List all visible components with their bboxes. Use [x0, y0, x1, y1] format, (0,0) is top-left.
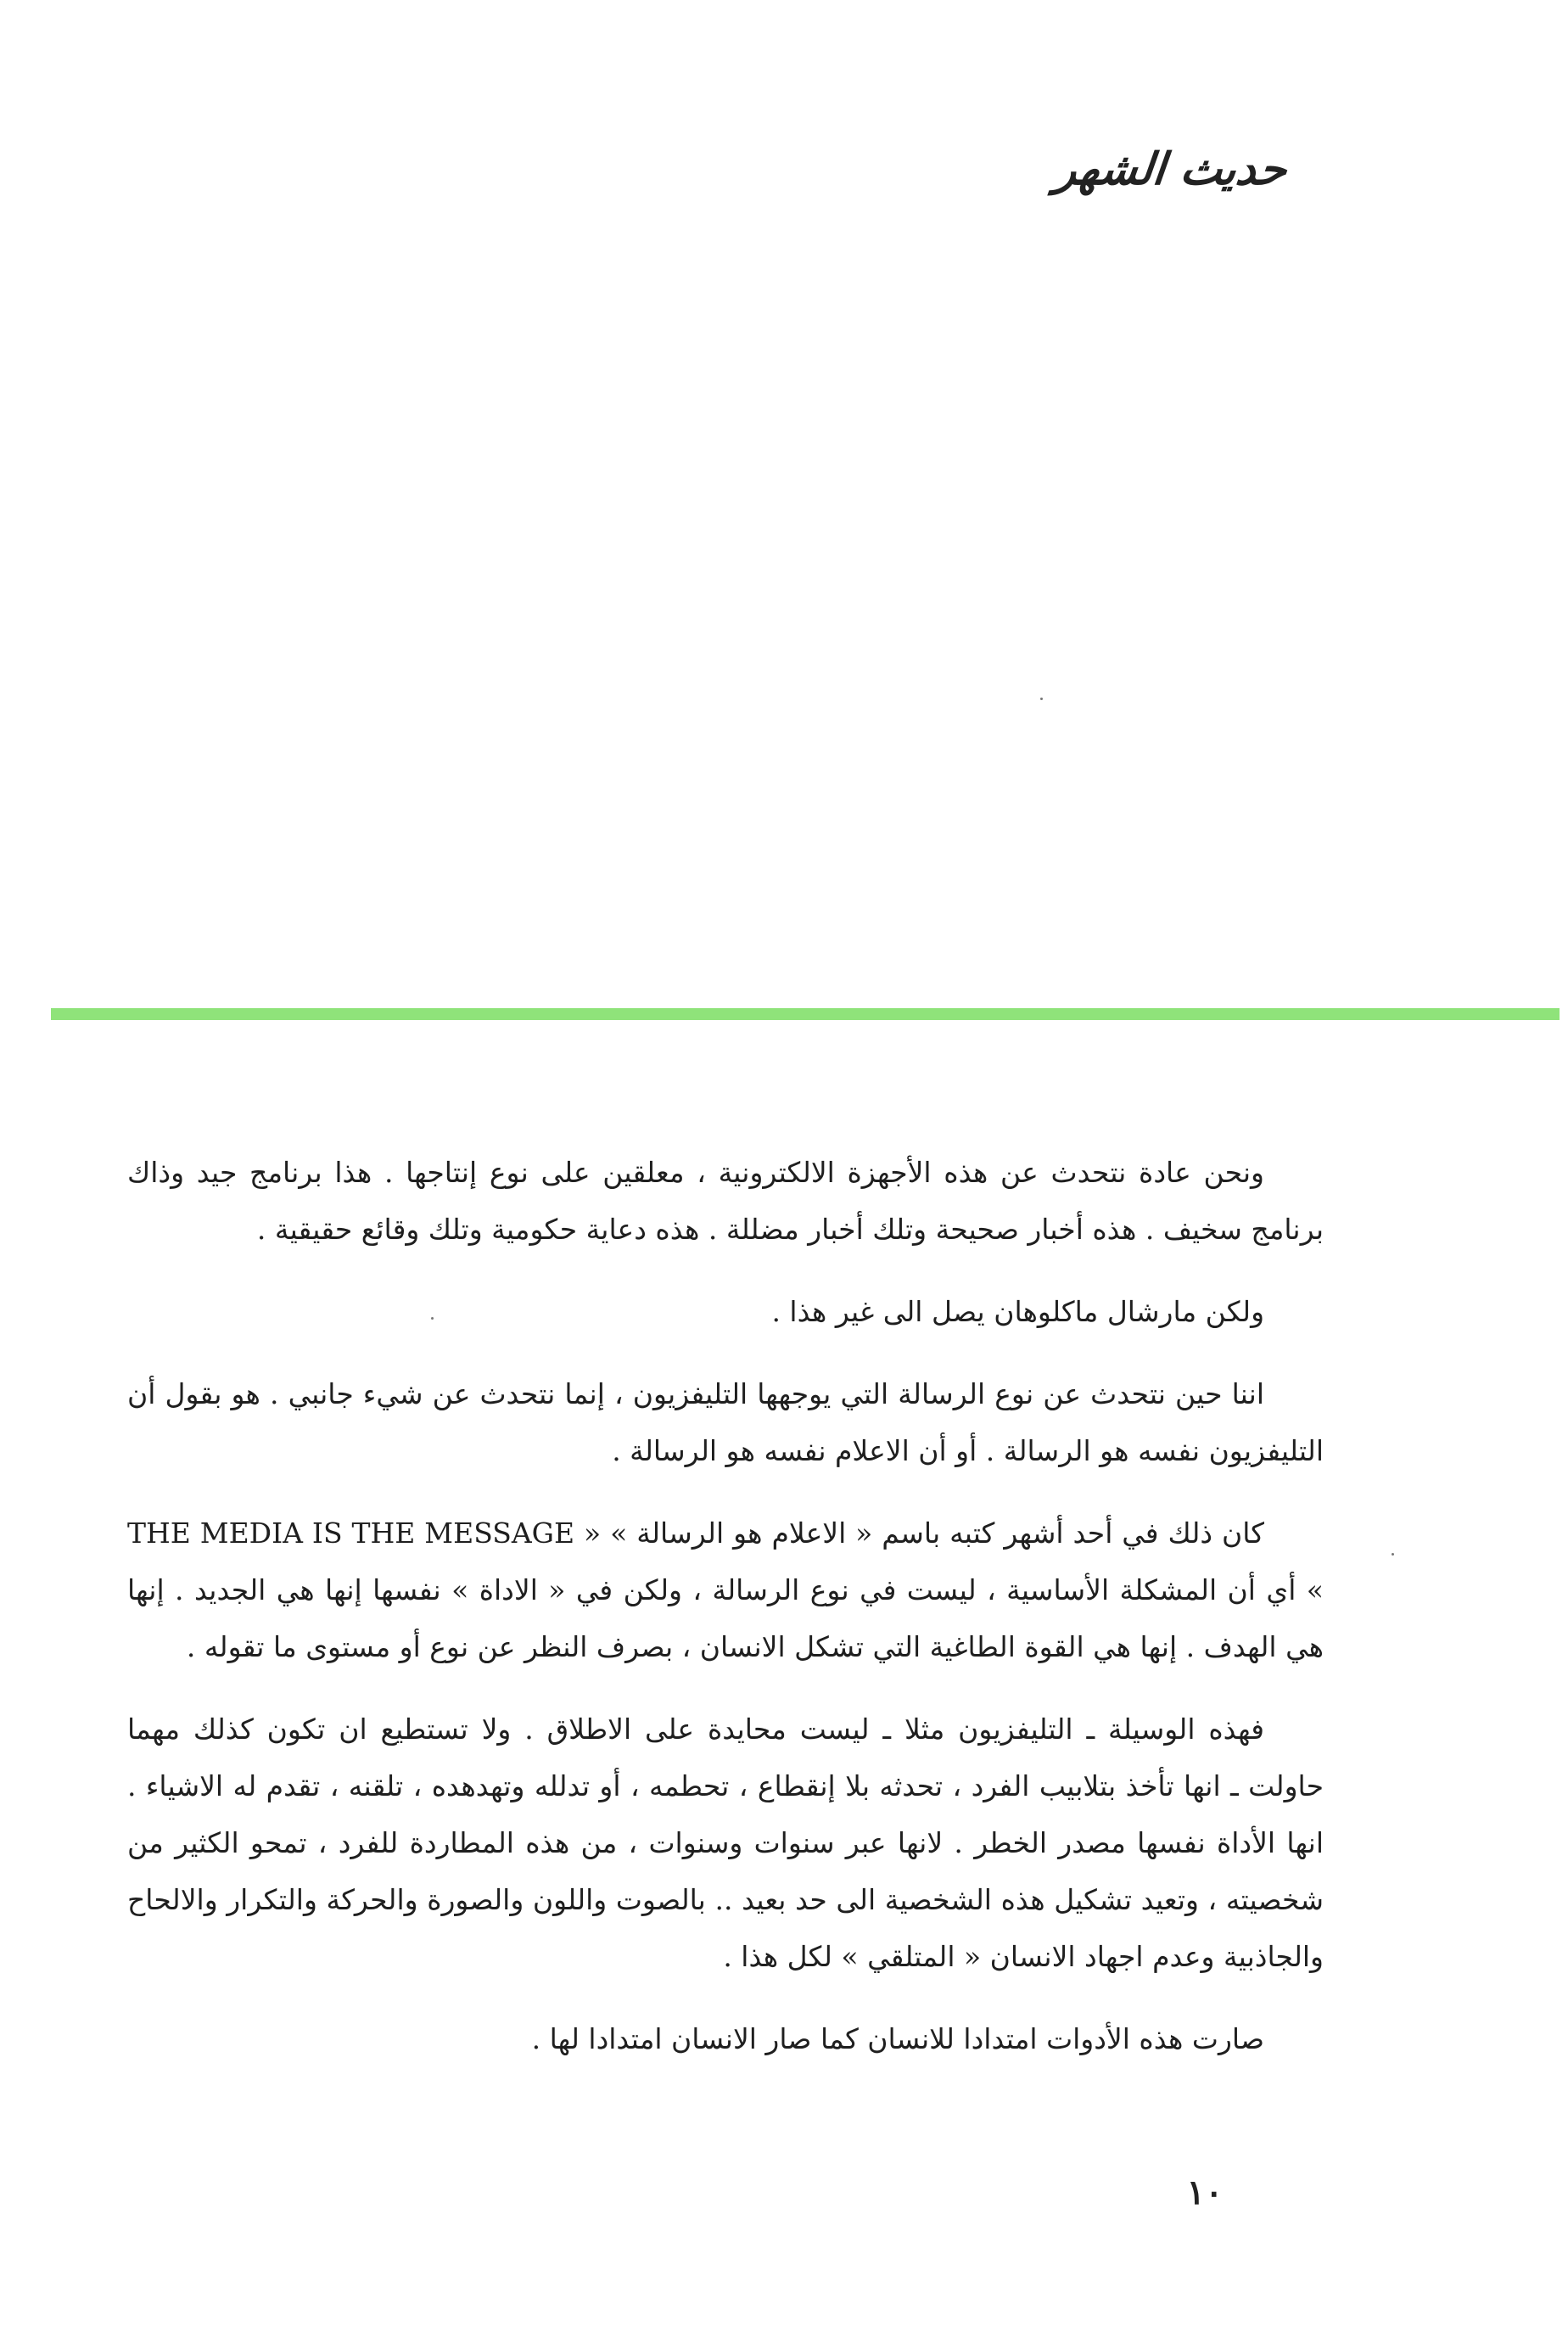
paper-speck: [1392, 1553, 1394, 1556]
paragraph: صارت هذه الأدوات امتدادا للانسان كما صار الانسان امتدادا لها .: [531, 2022, 1264, 2055]
green-divider: [51, 1008, 1560, 1020]
paragraph: فهذه الوسيلة ـ التليفزيون مثلا ـ ليست محايدة على الاطلاق . ولا تستطيع ان تكون كذلك مهما حاولت ـ انها تأخذ بتلابيب الفرد ، تحدثه بلا إنقطاع ، تحطمه ، أو تدلله وتهدهده ، تلقنه ، تقدم له الاشياء . انها الأداة نفسها مصدر الخطر . لانها عبر سنوات وسنوات ، من هذه المطاردة للفرد ، تمحو الكثير من شخصيته ، وتعيد تشكيل هذه الشخصية الى حد بعيد .. بالصوت واللون والصورة والحركة والتكرار والالحاح والجاذبية وعدم اجهاد الانسان « المتلقي » لكل هذا .: [127, 1713, 1324, 1973]
paragraph: اننا حين نتحدث عن نوع الرسالة التي يوجهها التليفزيون ، إنما نتحدث عن شيء جانبي . هو بقول أن التليفزيون نفسه هو الرسالة . أو أن الاعلام نفسه هو الرسالة .: [127, 1377, 1324, 1467]
section-title: حديث الشهر: [1052, 143, 1290, 195]
paragraph: ولكن مارشال ماكلوهان يصل الى غير هذا .: [771, 1295, 1264, 1328]
page-number: ١٠: [1186, 2172, 1224, 2212]
paragraph: كان ذلك في أحد أشهر كتبه باسم « الاعلام هو الرسالة » « THE MEDIA IS THE MESSAGE » أي أن المشكلة الأساسية ، ليست في نوع الرسالة ، ولكن في « الاداة » نفسها إنها هي الجديد . إنها هي الهدف . إنها هي القوة الطاغية التي تشكل الانسان ، بصرف النظر عن نوع أو مستوى ما تقوله .: [127, 1516, 1324, 1663]
paragraph: ونحن عادة نتحدث عن هذه الأجهزة الالكترونية ، معلقين على نوع إنتاجها . هذا برنامج جيد وذاك برنامج سخيف . هذه أخبار صحيحة وتلك أخبار مضللة . هذه دعاية حكومية وتلك وقائع حقيقية .: [127, 1156, 1324, 1246]
paper-speck: [1040, 698, 1043, 700]
article-body: [127, 1144, 1324, 2093]
